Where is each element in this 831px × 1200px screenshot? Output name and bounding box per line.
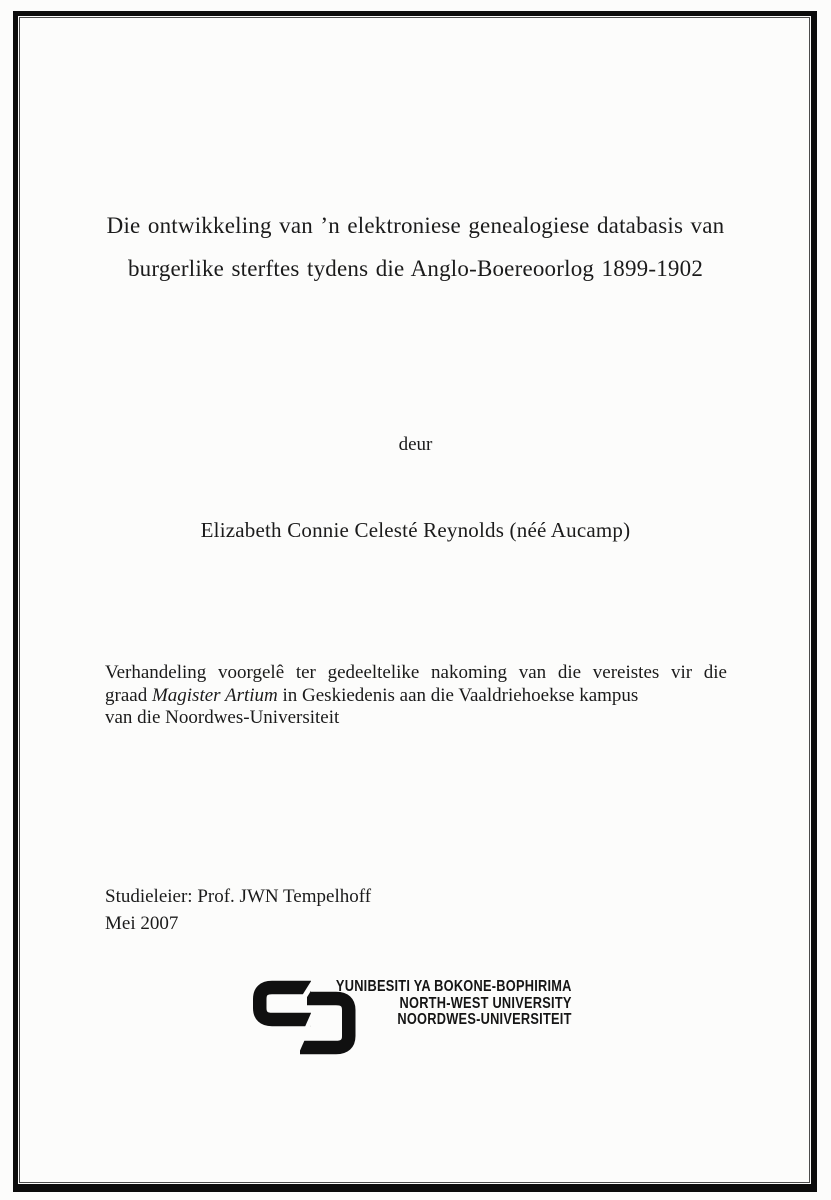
degree-statement bbox=[105, 662, 727, 730]
degree-statement-line2 bbox=[105, 685, 727, 708]
degree-name-italic: Magister Artium bbox=[151, 684, 278, 706]
thesis-title-line2: burgerlike sterftes tydens die Anglo-Boereoorlog 1899-1902 bbox=[127, 256, 704, 281]
thesis-title-line1: Die ontwikkeling van ’n elektroniese genealogiese databasis van bbox=[106, 213, 725, 238]
author-name: Elizabeth Connie Celesté Reynolds (néé Aucamp) bbox=[200, 518, 631, 542]
university-name-block bbox=[336, 979, 572, 1029]
degree-statement-line1: Verhandeling voorgelê ter gedeeltelike nakoming van die vereistes vir die bbox=[105, 662, 727, 683]
byline-deur: deur bbox=[398, 434, 433, 455]
degree-statement-line2-pre: graad bbox=[105, 684, 152, 706]
thesis-title bbox=[70, 204, 761, 290]
supervisor-line: Studieleier: Prof. JWN Tempelhoff bbox=[105, 886, 372, 907]
degree-statement-line3: van die Noordwes-Universiteit bbox=[105, 707, 340, 728]
university-name-afrikaans: NOORDWES-UNIVERSITEIT bbox=[397, 1011, 572, 1028]
university-name-english: NORTH-WEST UNIVERSITY bbox=[399, 994, 572, 1012]
university-name-setswana: YUNIBESITI YA BOKONE-BOPHIRIMA bbox=[336, 978, 572, 995]
date-line: Mei 2007 bbox=[105, 913, 179, 934]
degree-statement-line2-post: in Geskiedenis aan die Vaaldriehoekse kampus bbox=[277, 684, 639, 706]
supervisor-block bbox=[105, 883, 371, 937]
